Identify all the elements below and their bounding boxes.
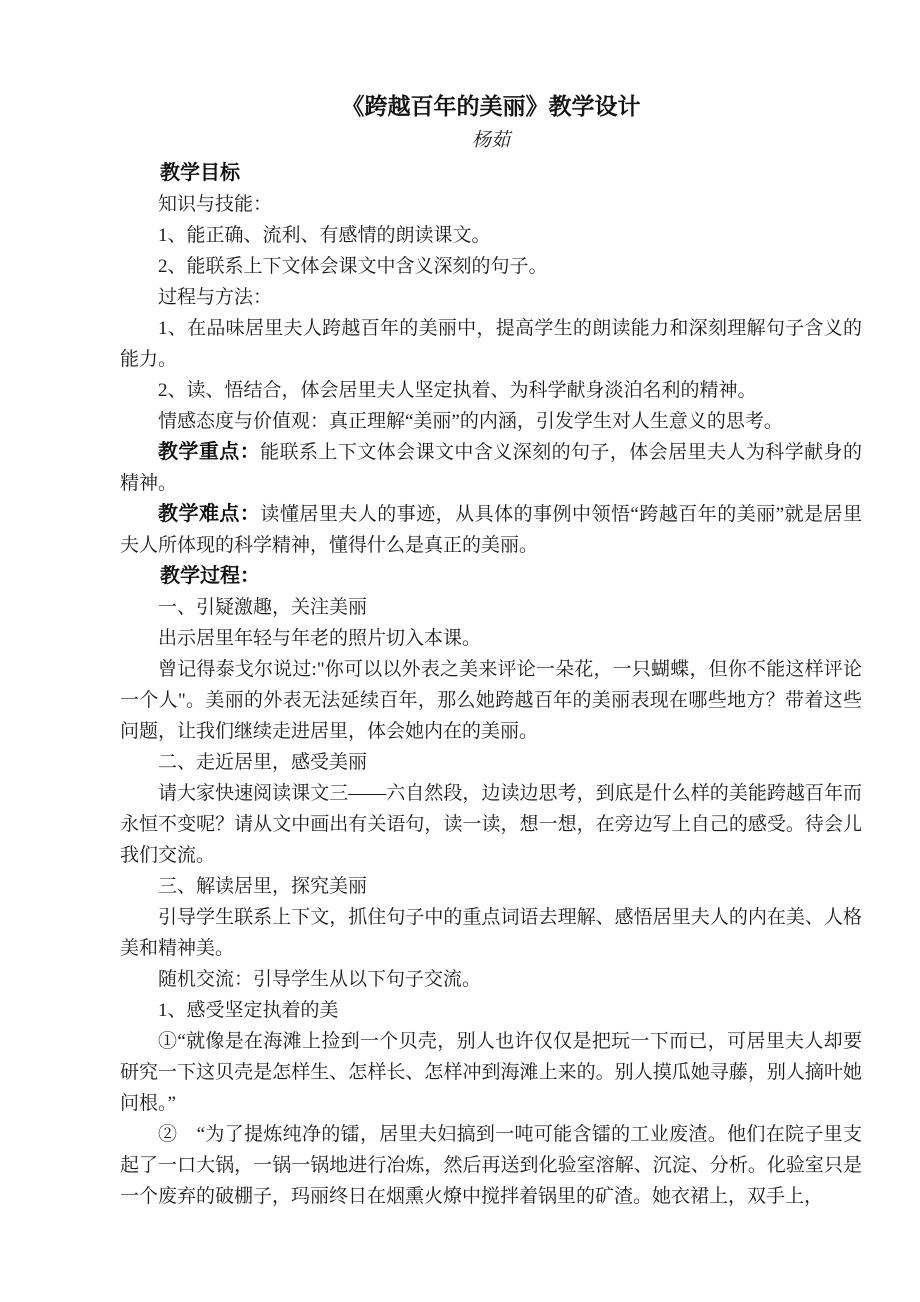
paragraph-text: 情感态度与价值观：真正理解“美丽”的内涵，引发学生对人生意义的思考。 xyxy=(158,411,783,432)
paragraph-text: 1、能正确、流利、有感情的朗读课文。 xyxy=(158,225,491,246)
paragraph-text: 请大家快速阅读课文三——六自然段，边读边思考，到底是什么样的美能跨越百年而永恒不变呢？请从文中画出有关语句，读一读，想一想，在旁边写上自己的感受。待会儿我们交流。 xyxy=(120,783,862,866)
paragraph-bold-prefix: 教学难点： xyxy=(158,503,261,525)
paragraph-text: 二、走近居里，感受美丽 xyxy=(158,752,368,773)
paragraph xyxy=(120,623,862,654)
paragraph-text: 知识与技能： xyxy=(158,194,273,215)
paragraph xyxy=(120,654,862,747)
paragraph xyxy=(120,1119,862,1212)
paragraph xyxy=(120,964,862,995)
paragraph-text: 随机交流：引导学生从以下句子交流。 xyxy=(158,969,482,990)
paragraph-text: 1、在品味居里夫人跨越百年的美丽中，提高学生的朗读能力和深刻理解句子含义的能力。 xyxy=(120,318,862,370)
paragraph-text: 1、感受坚定执着的美 xyxy=(158,1000,339,1021)
paragraph xyxy=(120,499,862,561)
paragraph xyxy=(120,158,862,189)
paragraph xyxy=(120,995,862,1026)
paragraph xyxy=(120,561,862,592)
paragraph xyxy=(120,1026,862,1119)
paragraph xyxy=(120,220,862,251)
paragraph-text: ② “为了提炼纯净的镭，居里夫妇搞到一吨可能含镭的工业废渣。他们在院子里支起了一口大锅，一锅一锅地进行冶炼，然后再送到化验室溶解、沉淀、分析。化验室只是一个废弃的破棚子，玛丽终日在烟熏火燎中搅拌着锅里的矿渣。她衣裙上，双手上， xyxy=(120,1124,862,1207)
paragraph xyxy=(120,313,862,375)
document-author: 杨茹 xyxy=(471,130,510,151)
paragraph-text: 2、能联系上下文体会课文中含义深刻的句子。 xyxy=(158,256,548,277)
paragraph-text: 读懂居里夫人的事迹，从具体的事例中领悟“跨越百年的美丽”就是居里夫人所体现的科学精神，懂得什么是真正的美丽。 xyxy=(120,504,863,556)
document-title: 《跨越百年的美丽》教学设计 xyxy=(341,93,641,119)
paragraph-text: 教学过程： xyxy=(160,565,260,587)
paragraph xyxy=(120,437,862,499)
paragraph-bold-prefix: 教学重点： xyxy=(158,441,261,463)
paragraph xyxy=(120,375,862,406)
paragraph xyxy=(120,871,862,902)
paragraph xyxy=(120,592,862,623)
paragraph xyxy=(120,406,862,437)
paragraph xyxy=(120,747,862,778)
paragraph-text: 2、读、悟结合，体会居里夫人坚定执着、为科学献身淡泊名利的精神。 xyxy=(158,380,757,401)
paragraph-text: ①“就像是在海滩上捡到一个贝壳，别人也许仅仅是把玩一下而已，可居里夫人却要研究一下这贝壳是怎样生、怎样长、怎样冲到海滩上来的。别人摸瓜她寻藤，别人摘叶她问根。” xyxy=(120,1031,862,1114)
paragraph-text: 引导学生联系上下文，抓住句子中的重点词语去理解、感悟居里夫人的内在美、人格美和精神美。 xyxy=(120,907,862,959)
paragraph xyxy=(120,251,862,282)
paragraph-text: 教学目标 xyxy=(160,162,240,184)
paragraph xyxy=(120,902,862,964)
paragraph xyxy=(120,778,862,871)
paragraph-text: 出示居里年轻与年老的照片切入本课。 xyxy=(158,628,482,649)
paragraph xyxy=(120,189,862,220)
paragraph-text: 过程与方法： xyxy=(158,287,273,308)
paragraph-text: 曾记得泰戈尔说过:"你可以以外表之美来评论一朵花，一只蝴蝶，但你不能这样评论一个人"。美丽的外表无法延续百年，那么她跨越百年的美丽表现在哪些地方？带着这些问题，让我们继续走进居里，体会她内在的美丽。 xyxy=(120,659,862,742)
paragraph-text: 能联系上下文体会课文中含义深刻的句子，体会居里夫人为科学献身的精神。 xyxy=(120,442,862,494)
paragraph xyxy=(120,282,862,313)
document-body xyxy=(120,158,862,1212)
paragraph-text: 一、引疑激趣，关注美丽 xyxy=(158,597,368,618)
paragraph-text: 三、解读居里，探究美丽 xyxy=(158,876,368,897)
